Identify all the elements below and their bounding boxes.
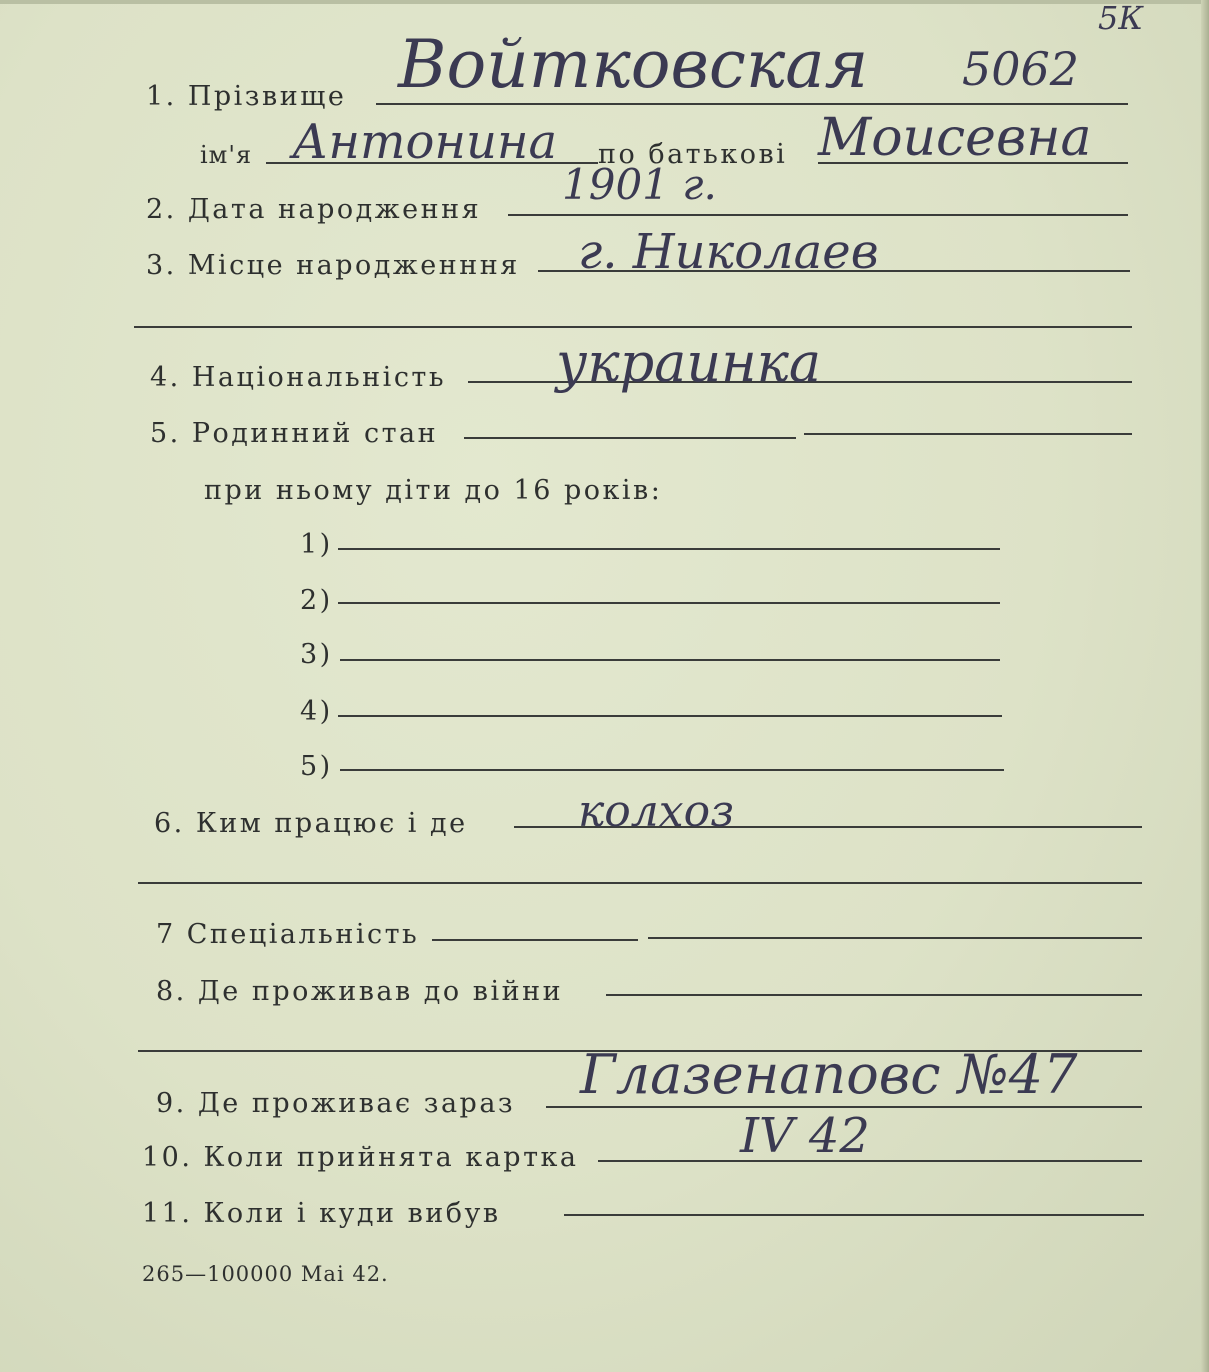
birth-date-value: 1901 г. — [562, 160, 717, 209]
card-date-line — [598, 1160, 1142, 1162]
nationality-value: украинка — [556, 331, 822, 394]
nationality-label: 4. Національність — [150, 362, 447, 393]
specialty-label: 7 Спеціальність — [156, 919, 420, 950]
child-1-line — [338, 548, 1000, 550]
specialty-line-1 — [432, 939, 638, 941]
prewar-residence-line — [606, 994, 1142, 996]
patronymic-label: по батькові — [598, 139, 788, 170]
child-2-line — [338, 602, 1000, 604]
card-date-value: IV 42 — [740, 1108, 870, 1164]
specialty-line-2 — [648, 937, 1142, 939]
child-4-label: 4) — [300, 696, 333, 727]
occupation-line-2 — [138, 882, 1142, 884]
birth-place-line-2 — [134, 326, 1132, 328]
paper-top-edge — [0, 0, 1209, 4]
surname-number: 5062 — [962, 42, 1080, 96]
card-date-label: 10. Коли прийнята картка — [142, 1142, 579, 1173]
child-2-label: 2) — [300, 585, 333, 616]
occupation-value: колхоз — [578, 786, 735, 837]
surname-line — [376, 103, 1128, 105]
child-5-line — [340, 769, 1004, 771]
first-name-value: Антонина — [292, 114, 558, 170]
corner-mark: 5К — [1098, 0, 1144, 37]
child-5-label: 5) — [300, 751, 333, 782]
prewar-residence-label: 8. Де проживав до війни — [156, 976, 564, 1007]
family-status-label: 5. Родинний стан — [150, 418, 439, 449]
patronymic-value: Моисевна — [818, 108, 1092, 168]
departure-label: 11. Коли і куди вибув — [142, 1198, 501, 1229]
birth-date-line — [508, 214, 1128, 216]
birth-date-label: 2. Дата народження — [146, 194, 482, 225]
current-residence-value: Глазенаповс №47 — [580, 1043, 1078, 1106]
print-code: 265—100000 Mai 42. — [142, 1262, 389, 1286]
child-4-line — [338, 715, 1002, 717]
surname-label: 1. Прізвище — [146, 81, 347, 112]
birth-place-value: г. Николаев — [578, 224, 879, 280]
surname-value: Войтковская — [398, 26, 869, 103]
first-name-label: ім'я — [200, 141, 253, 169]
child-3-line — [340, 659, 1000, 661]
paper-right-edge — [1201, 0, 1209, 1372]
family-status-line-1 — [464, 437, 796, 439]
occupation-label: 6. Ким працює і де — [154, 808, 468, 839]
departure-line — [564, 1214, 1144, 1216]
current-residence-label: 9. Де проживає зараз — [156, 1088, 516, 1119]
child-3-label: 3) — [300, 639, 333, 670]
family-status-line-2 — [804, 433, 1132, 435]
birth-place-label: 3. Місце народженння — [146, 250, 520, 281]
child-1-label: 1) — [300, 529, 333, 560]
children-label: при ньому діти до 16 років: — [204, 475, 663, 506]
